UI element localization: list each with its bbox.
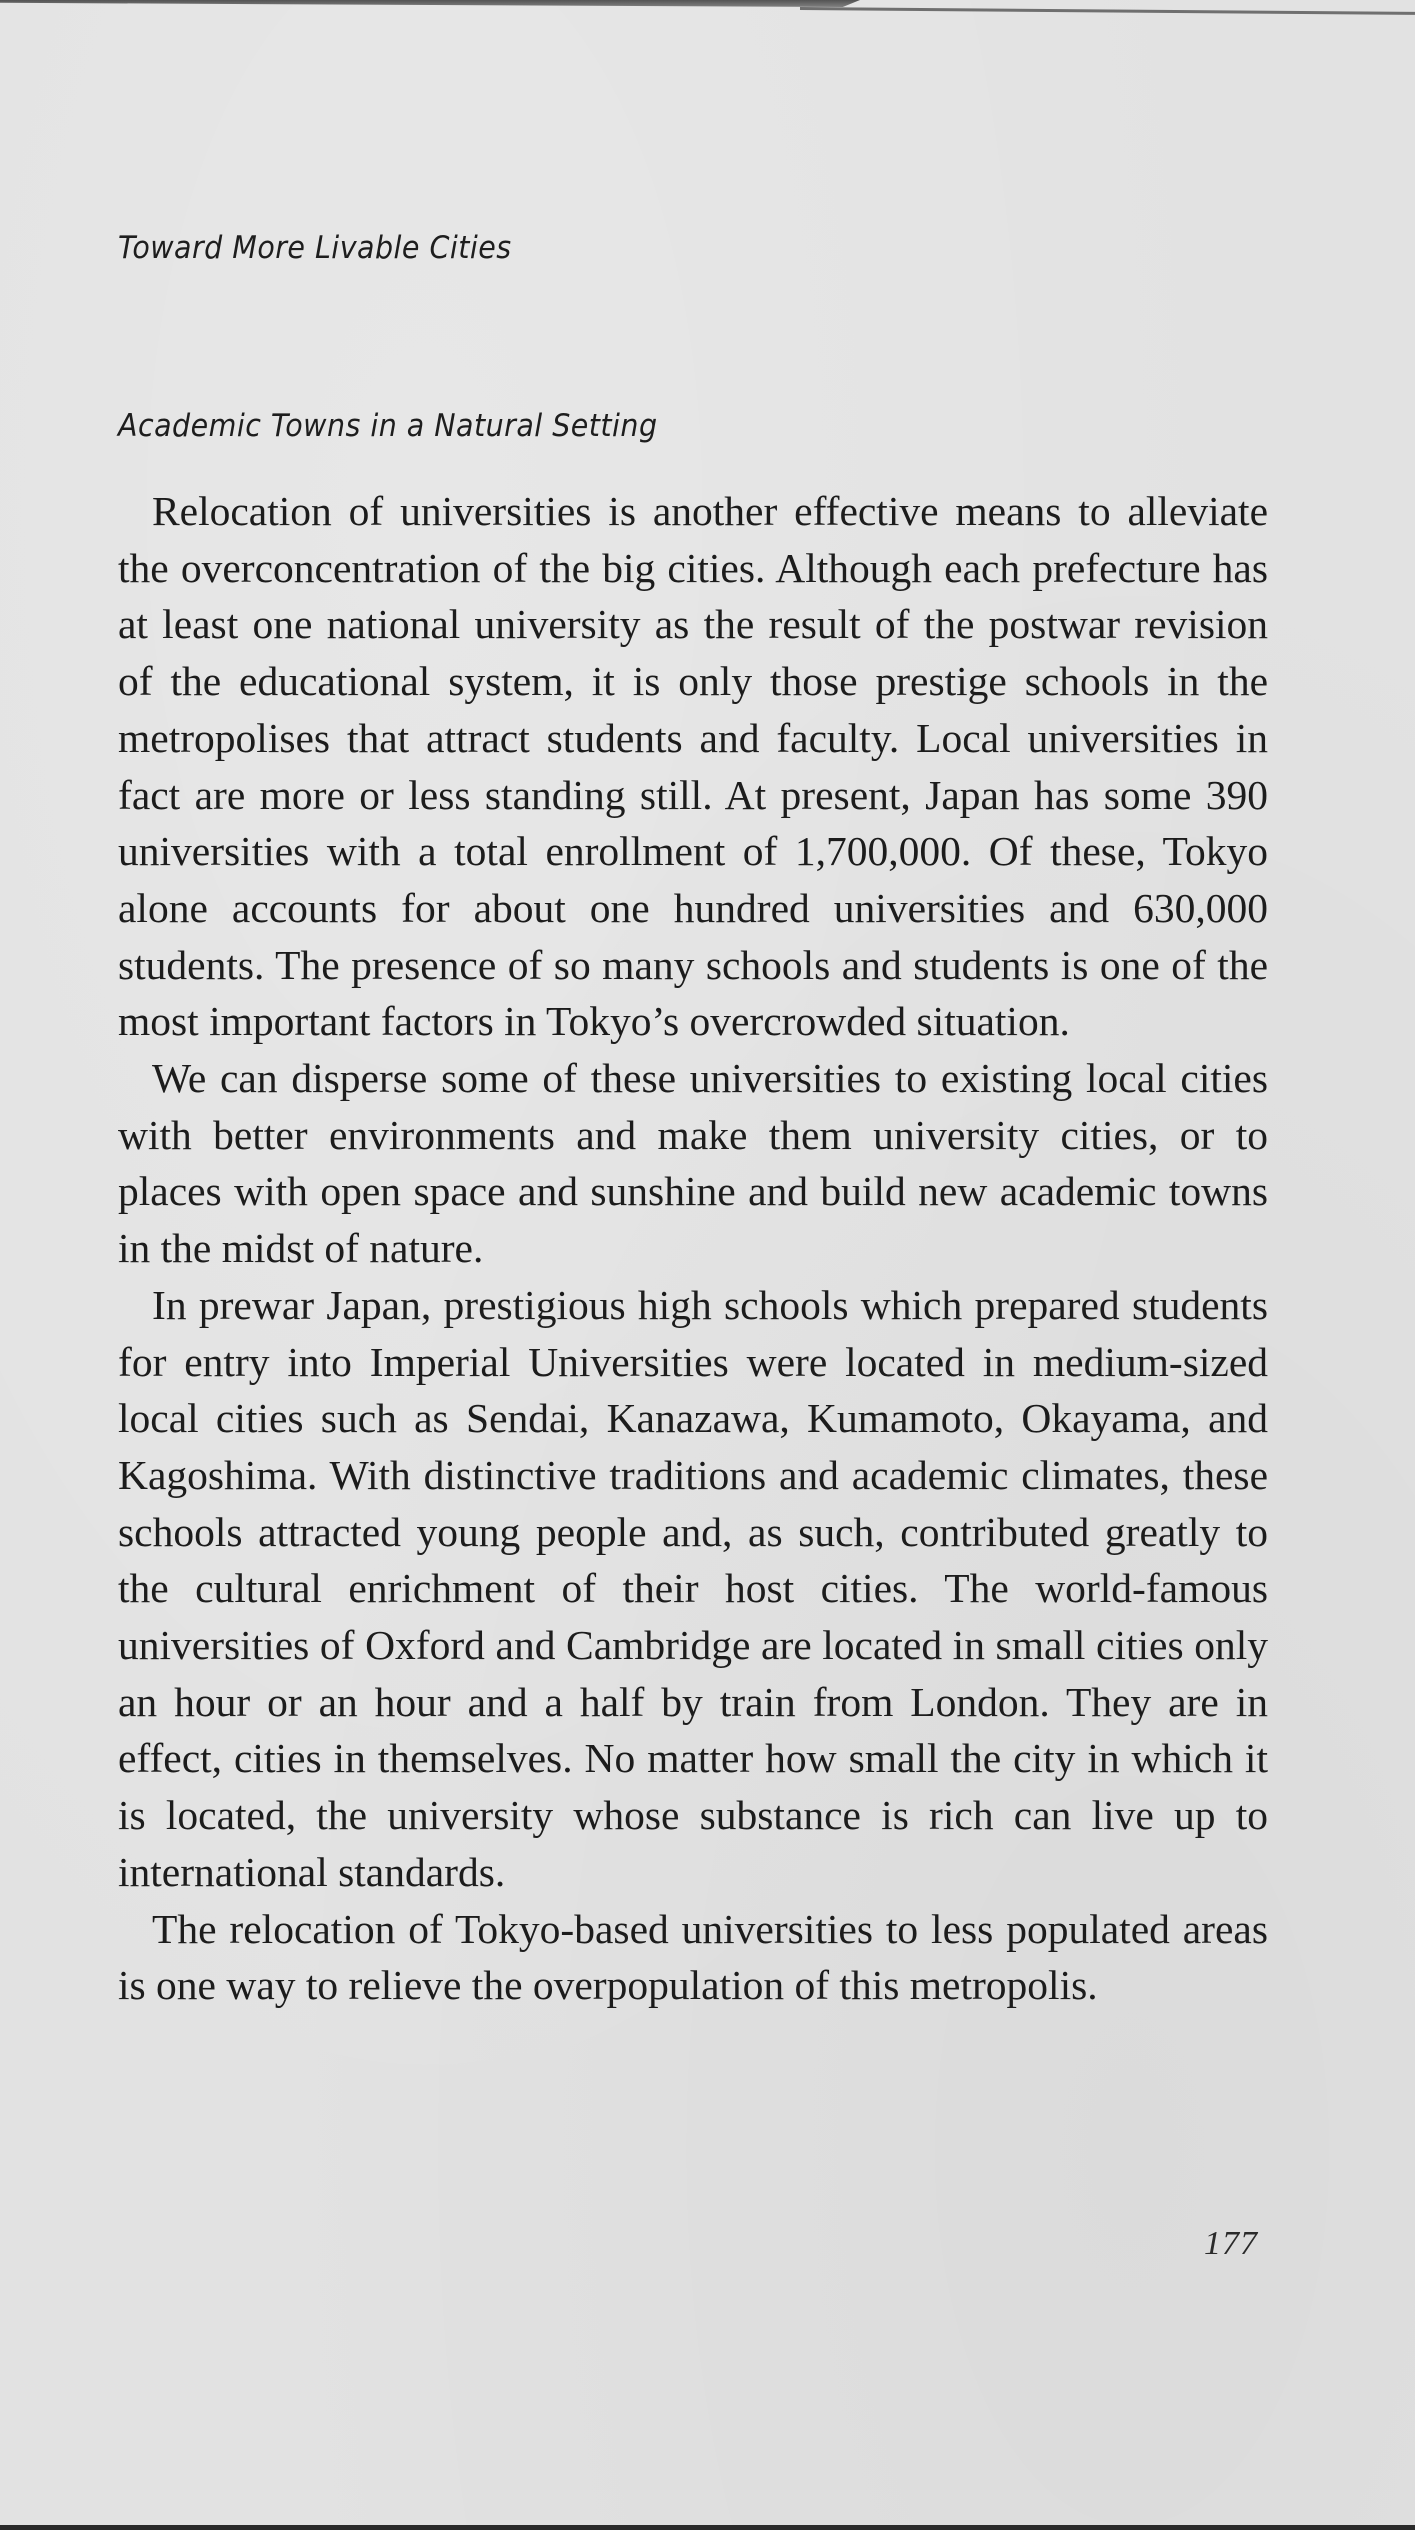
page-number: 177 [1204, 2225, 1258, 2262]
section-heading: Academic Towns in a Natural Setting [118, 408, 658, 444]
paragraph: In prewar Japan, prestigious high schools which prepared students for entry into Imperial Universities were located in medium-sized local cities such as Sendai, Kanazawa, Kumamoto, Okayama, and Kagoshima. With distinctive traditions and academic climates, these schools attracted young people and, as such, contributed greatly to the cultural enrichment of their host cities. The world-famous universities of Oxford and Cambridge are located in small cities only an hour or an hour and a half by train from London. They are in effect, cities in themselves. No matter how small the city in which it is located, the university whose substance is rich can live up to international standards. [118, 1281, 1268, 1895]
page-edge-line [800, 7, 1415, 15]
scan-bottom-edge [0, 2525, 1415, 2530]
scan-shadow [0, 0, 860, 7]
paragraph: We can disperse some of these universities to existing local cities with better environments and make them university cities, or to places with open space and sunshine and build new academic towns in the midst of nature. [118, 1055, 1268, 1272]
running-head: Toward More Livable Cities [118, 230, 512, 266]
scan-top-edge [0, 0, 1415, 22]
paragraph: The relocation of Tokyo-based universities to less populated areas is one way to relieve the overpopulation of this metropolis. [118, 1905, 1268, 2009]
body-text [118, 483, 1268, 2014]
paragraph: Relocation of universities is another effective means to alleviate the overconcentration of the big cities. Although each prefecture has at least one national university as the result of the postwar revision of the educational system, it is only those prestige schools in the metropolises that attract students and faculty. Local universities in fact are more or less standing still. At present, Japan has some 390 universities with a total enrollment of 1,700,000. Of these, Tokyo alone accounts for about one hundred universities and 630,000 students. The presence of so many schools and students is one of the most important factors in Tokyo’s overcrowded situation. [118, 488, 1268, 1045]
